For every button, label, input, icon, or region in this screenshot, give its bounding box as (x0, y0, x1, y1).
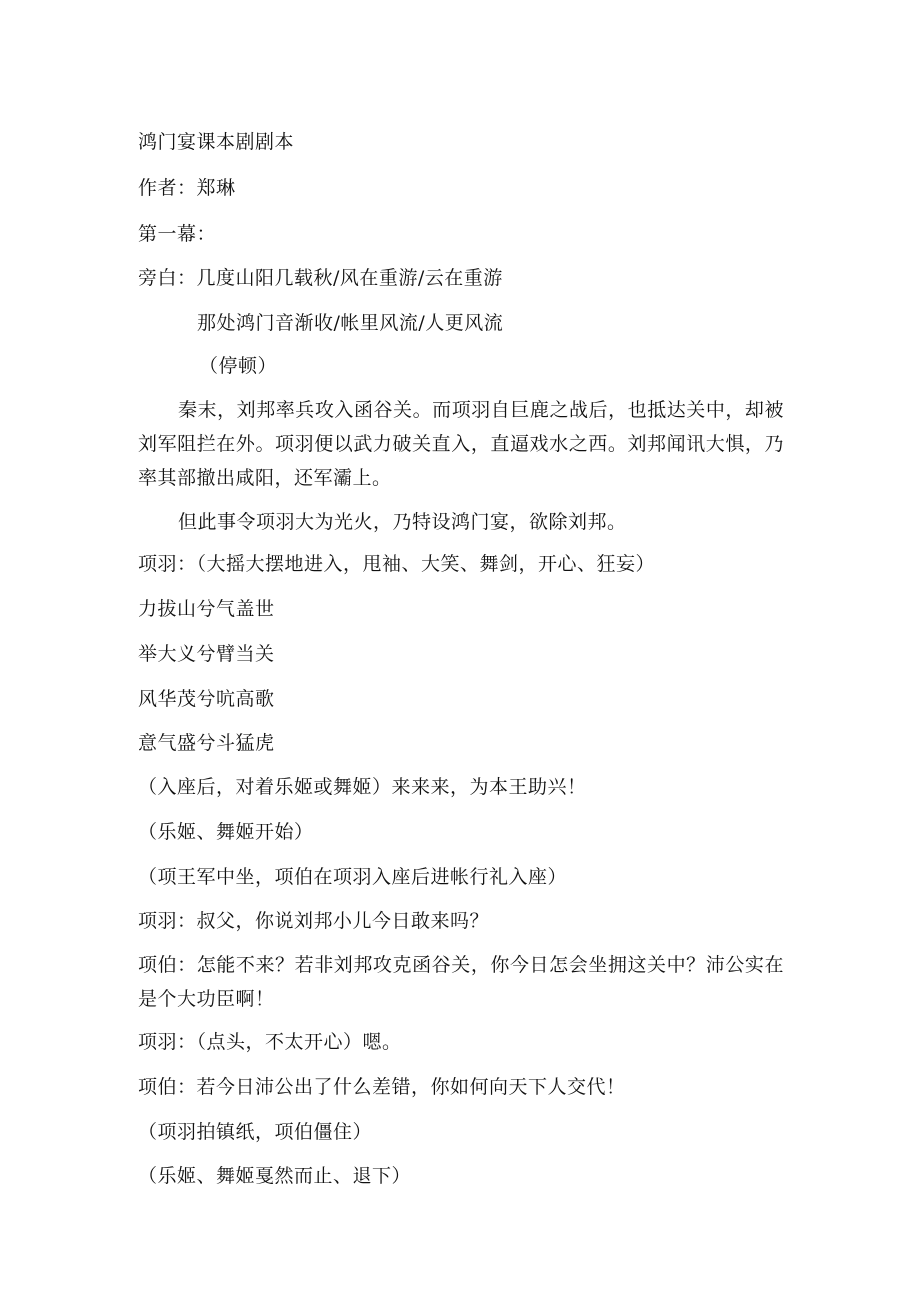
dialogue-paragraph: 项伯：怎能不来？若非刘邦攻克函谷关，你今日怎会坐拥这关中？沛公实在是个大功臣啊！ (138, 954, 784, 1010)
dialogue-line: 项伯：若今日沛公出了什么差错，你如何向天下人交代！ (138, 1076, 626, 1098)
verse-line: 风华茂兮吭高歌 (138, 688, 275, 710)
narration-paragraph: 秦末，刘邦率兵攻入函谷关。而项羽自巨鹿之战后，也抵达关中，却被刘军阻拦在外。项羽便以武力破关直入，直逼戏水之西。刘邦闻讯大惧，乃率其部撤出咸阳，还军灞上。 (138, 399, 784, 489)
verse-line: 力拔山兮气盖世 (138, 598, 275, 620)
narration-line: 那处鸿门音渐收/帐里风流/人更风流 (197, 312, 504, 334)
dialogue-line: （入座后，对着乐姬或舞姬）来来来，为本王助兴！ (138, 776, 587, 798)
dialogue-line: 项羽：（点头，不太开心）嗯。 (138, 1031, 402, 1053)
dialogue-line: 项羽：（大摇大摆地进入，甩袖、大笑、舞剑，开心、狂妄） (138, 553, 656, 575)
verse-line: 意气盛兮斗猛虎 (138, 732, 275, 754)
stage-direction: （项羽拍镇纸，项伯僵住） (138, 1121, 373, 1143)
stage-direction: （乐姬、舞姬戛然而止、退下） (138, 1165, 412, 1187)
stage-direction: （项王军中坐，项伯在项羽入座后进帐行礼入座） (138, 866, 568, 888)
narration-paragraph: 但此事令项羽大为光火，乃特设鸿门宴，欲除刘邦。 (178, 511, 627, 533)
dialogue-line: 项羽：叔父，你说刘邦小儿今日敢来吗？ (138, 910, 490, 932)
stage-direction: （乐姬、舞姬开始） (138, 821, 314, 843)
stage-direction: （停顿） (199, 355, 278, 377)
author-line: 作者：郑琳 (138, 177, 236, 199)
act-heading: 第一幕： (138, 223, 217, 245)
script-title: 鸿门宴课本剧剧本 (138, 131, 295, 153)
narration-line: 旁白：几度山阳几载秋/风在重游/云在重游 (138, 267, 503, 289)
verse-line: 举大义兮臂当关 (138, 643, 275, 665)
